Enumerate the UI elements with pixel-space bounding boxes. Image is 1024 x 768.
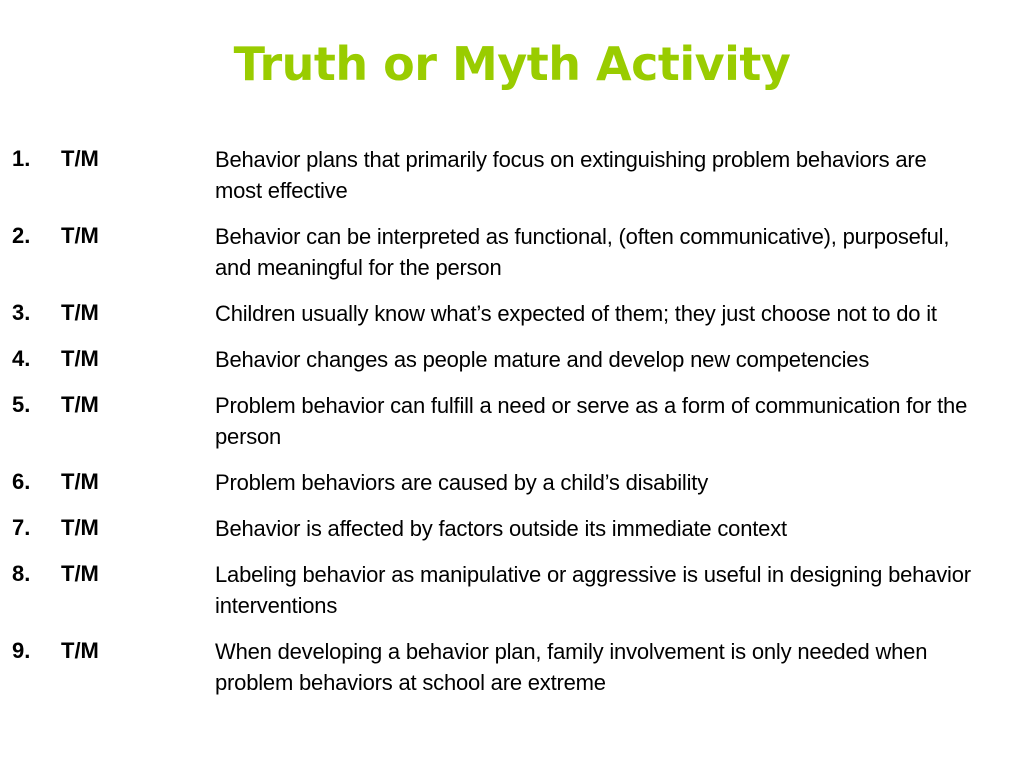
statement-text: Children usually know what’s expected of them; they just choose not to do it	[215, 301, 937, 326]
item-number: 1.	[12, 146, 31, 171]
item-number: 7.	[12, 515, 31, 540]
list-item	[12, 221, 1012, 283]
statement-text: Problem behaviors are caused by a child’s disability	[215, 470, 709, 495]
true-myth-label: T/M	[61, 638, 99, 663]
true-myth-label: T/M	[61, 346, 99, 371]
statement-text: Behavior changes as people mature and develop new competencies	[215, 347, 870, 372]
statement-list	[12, 144, 1012, 713]
true-myth-label: T/M	[61, 223, 99, 248]
true-myth-label: T/M	[61, 469, 99, 494]
statement-text: Problem behavior can fulfill a need or serve as a form of communication for the person	[215, 393, 968, 449]
list-item	[12, 298, 1012, 329]
true-myth-label: T/M	[61, 146, 99, 171]
list-item	[12, 344, 1012, 375]
slide-title: Truth or Myth Activity	[233, 37, 791, 91]
item-number: 3.	[12, 300, 31, 325]
statement-text: Behavior plans that primarily focus on extinguishing problem behaviors are most effective	[215, 147, 927, 203]
item-number: 9.	[12, 638, 31, 663]
item-number: 5.	[12, 392, 31, 417]
item-number: 8.	[12, 561, 31, 586]
list-item	[12, 636, 1012, 698]
list-item	[12, 144, 1012, 206]
item-number: 6.	[12, 469, 31, 494]
true-myth-label: T/M	[61, 392, 99, 417]
item-number: 2.	[12, 223, 31, 248]
statement-text: Labeling behavior as manipulative or aggressive is useful in designing behavior interventions	[215, 562, 971, 618]
list-item	[12, 467, 1012, 498]
true-myth-label: T/M	[61, 300, 99, 325]
statement-text: Behavior is affected by factors outside its immediate context	[215, 516, 787, 541]
list-item	[12, 390, 1012, 452]
statement-text: Behavior can be interpreted as functional, (often communicative), purposeful, and meaningful for the person	[215, 224, 950, 280]
item-number: 4.	[12, 346, 31, 371]
list-item	[12, 559, 1012, 621]
statement-text: When developing a behavior plan, family involvement is only needed when problem behaviors at school are extreme	[215, 639, 928, 695]
list-item	[12, 513, 1012, 544]
true-myth-label: T/M	[61, 561, 99, 586]
true-myth-label: T/M	[61, 515, 99, 540]
